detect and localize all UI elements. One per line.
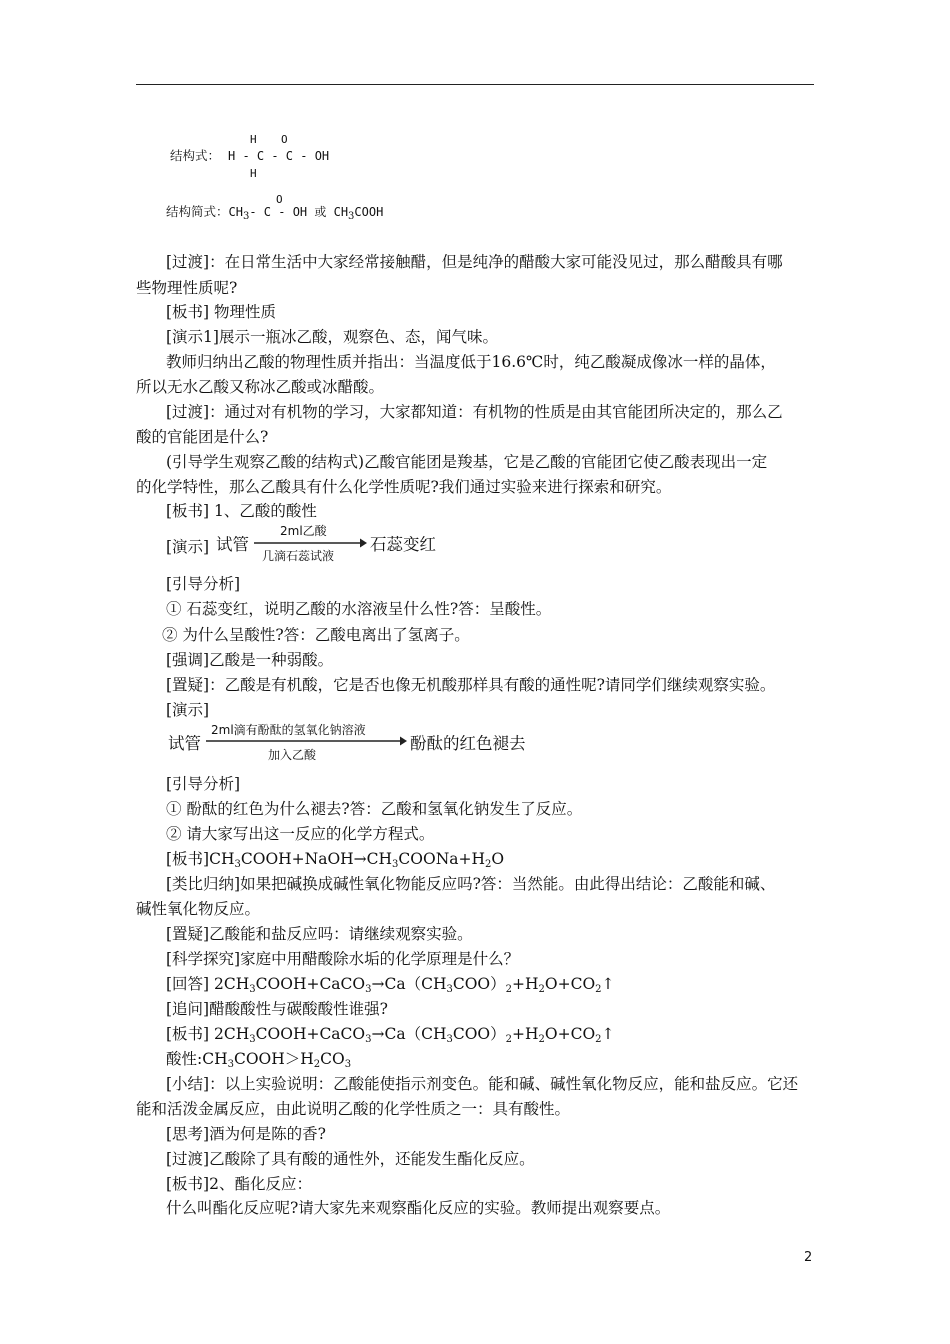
equation-naoh: [板书]$CH_3COOH+NaOH\to CH_3COONa+H_2O$ xyxy=(166,850,505,870)
text-line: ② 请大家写出这一反应的化学方程式。 xyxy=(166,825,435,843)
text-line: [引导分析] xyxy=(166,575,241,593)
demo1-above: 2ml乙酸 xyxy=(280,524,327,538)
demo2-below: 加入乙酸 xyxy=(268,748,317,762)
demo2-left: 试管 xyxy=(168,734,201,753)
formula-struct-label: 结构式： xyxy=(170,148,221,163)
text-line: [演示1]展示一瓶冰乙酸，观察色、态，闻气味。 xyxy=(166,328,498,346)
formula-struct-line: H - C - C - OH xyxy=(228,149,330,163)
text-line: [置疑]：乙酸是有机酸，它是否也像无机酸那样具有酸的通性呢?请同学们继续观察实验。 xyxy=(166,676,776,694)
text-line: [置疑]乙酸能和盐反应吗：请继续观察实验。 xyxy=(166,925,473,943)
text-line: [板书] 1、乙酸的酸性 xyxy=(166,502,317,520)
text-line: [追问]醋酸酸性与碳酸酸性谁强? xyxy=(166,1000,388,1018)
formula-o-top2: O xyxy=(276,193,283,206)
text-line: [演示] xyxy=(166,701,210,719)
text-line: [小结]：以上实验说明：乙酸能使指示剂变色。能和碱、碱性氧化物反应，能和盐反应。它还 xyxy=(166,1075,799,1093)
text-line: ① 石蕊变红，说明乙酸的水溶液呈什么性?答：呈酸性。 xyxy=(166,600,552,618)
demo1-arrow xyxy=(252,537,368,549)
text-line: 碱性氧化物反应。 xyxy=(136,900,261,918)
text-line: 的化学特性，那么乙酸具有什么化学性质呢?我们通过实验来进行探索和研究。 xyxy=(136,478,672,496)
text-line: [科学探究]家庭中用醋酸除水垢的化学原理是什么？ xyxy=(166,950,520,968)
demo1-left: 试管 xyxy=(216,535,249,554)
text-line: (引导学生观察乙酸的结构式)乙酸官能团是羧基，它是乙酸的官能团它使乙酸表现出一定 xyxy=(166,453,768,471)
header-rule xyxy=(136,84,814,85)
text-line: [类比归纳]如果把碱换成碱性氧化物能反应吗?答：当然能。由此得出结论：乙酸能和碱、 xyxy=(166,875,776,893)
text-line: 些物理性质呢? xyxy=(136,279,238,297)
text-line: ① 酚酞的红色为什么褪去?答：乙酸和氢氧化钠发生了反应。 xyxy=(166,800,583,818)
text-line: [过渡]：通过对有机物的学习，大家都知道：有机物的性质是由其官能团所决定的，那么乙 xyxy=(166,403,783,421)
text-line: [板书] 物理性质 xyxy=(166,303,277,321)
simple-formula-line: 结构简式：$CH_3-$ C - OH 或 $CH_3COOH$ xyxy=(166,204,384,222)
equation-board: [板书] $2CH_3COOH+CaCO_3\to Ca(CH_3COO)_2+H_2O+CO_2↑$ xyxy=(166,1025,615,1045)
text-line: [过渡]：在日常生活中大家经常接触醋，但是纯净的醋酸大家可能没见过，那么醋酸具有哪 xyxy=(166,253,783,271)
equation-answer: [回答] $2CH_3COOH+CaCO_3\to Ca(CH_3COO)_2+H_2O+CO_2↑$ xyxy=(166,975,615,995)
formula-o-top: O xyxy=(281,133,288,146)
text-line: [思考]酒为何是陈的香? xyxy=(166,1125,326,1143)
text-line: 什么叫酯化反应呢?请大家先来观察酯化反应的实验。教师提出观察要点。 xyxy=(166,1199,671,1217)
text-line: 教师归纳出乙酸的物理性质并指出：当温度低于16.6℃时，纯乙酸凝成像冰一样的晶体， xyxy=(166,353,776,371)
text-line: [板书]2、酯化反应： xyxy=(166,1175,312,1193)
acidity-comparison: 酸性$:CH_3COOH>H_2CO_3$ xyxy=(166,1050,352,1070)
text-line: ② 为什么呈酸性?答：乙酸电离出了氢离子。 xyxy=(162,626,470,644)
text-line: [引导分析] xyxy=(166,775,241,793)
text-line: 能和活泼金属反应，由此说明乙酸的化学性质之一：具有酸性。 xyxy=(136,1100,571,1118)
formula-h-bottom: H xyxy=(250,167,257,180)
formula-h-top: H xyxy=(250,133,257,146)
demo1-label: [演示] xyxy=(166,538,210,556)
text-line: [强调]乙酸是一种弱酸。 xyxy=(166,651,334,669)
demo2-right: 酚酞的红色褪去 xyxy=(410,734,526,753)
page-number: 2 xyxy=(804,1250,813,1265)
demo2-arrow xyxy=(204,735,408,747)
text-line: [过渡]乙酸除了具有酸的通性外，还能发生酯化反应。 xyxy=(166,1150,535,1168)
demo1-below: 几滴石蕊试液 xyxy=(262,549,335,563)
demo1-right: 石蕊变红 xyxy=(370,535,436,554)
demo2-above: 2ml滴有酚酞的氢氧化钠溶液 xyxy=(211,723,366,737)
text-line: 酸的官能团是什么? xyxy=(136,428,269,446)
text-line: 所以无水乙酸又称冰乙酸或冰醋酸。 xyxy=(136,378,385,396)
